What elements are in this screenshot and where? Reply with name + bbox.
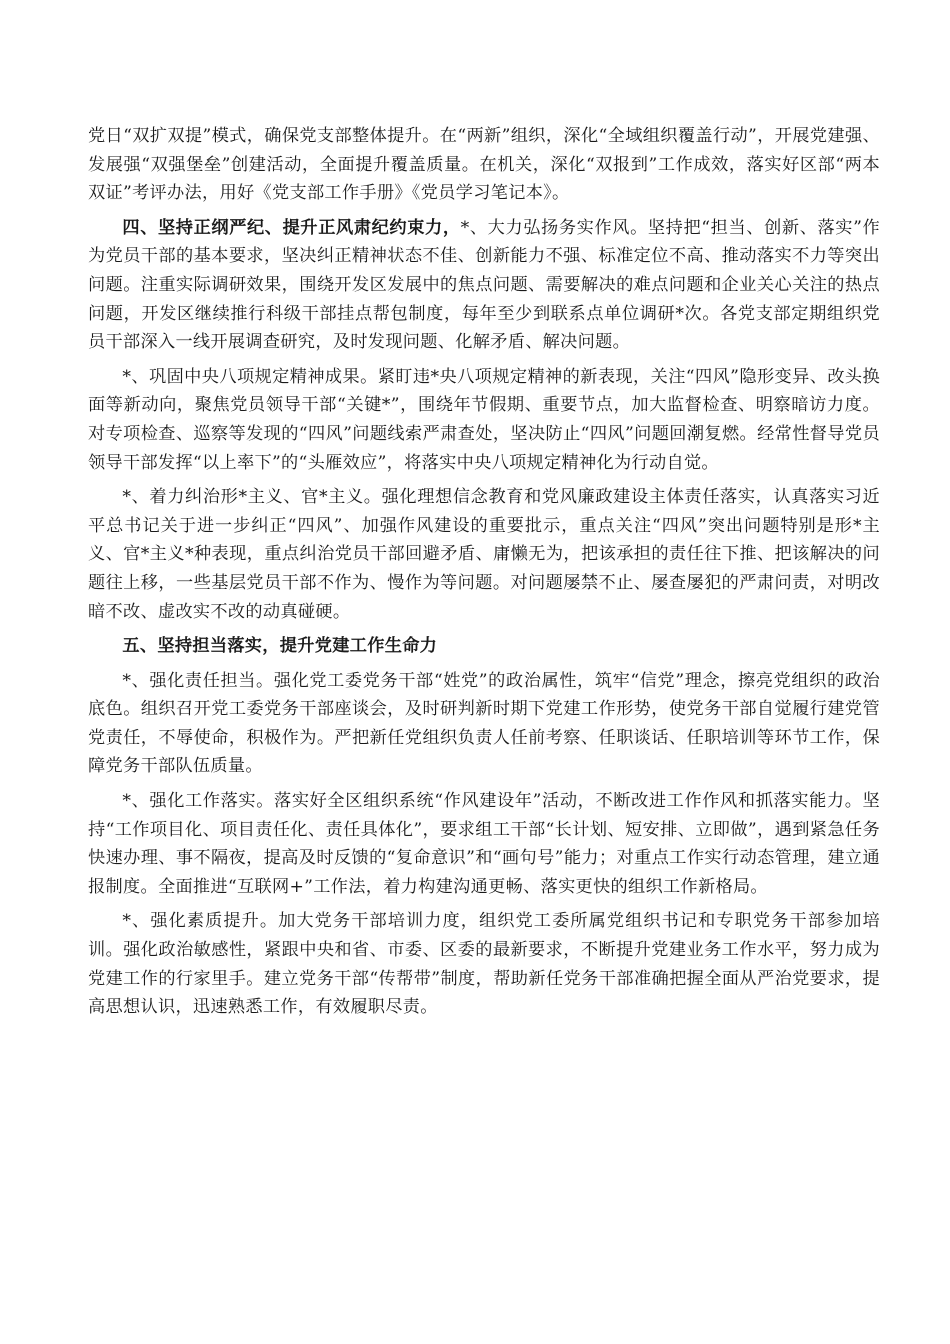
- paragraph-2-text: *、大力弘扬务实作风。坚持把“担当、创新、落实”作为党员干部的基本要求，坚决纠正精神状态不佳、创新能力不强、标准定位不高、推动落实不力等突出问题。注重实际调研效果，围绕开发区发展中的焦点问题、需要解决的难点问题和企业关心关注的热点问题，开发区继续推行科级干部挂点帮包制度，每年至少到联系点单位调研*次。各党支部定期组织党员干部深入一线开展调查研究，及时发现问题、化解矛盾、解决问题。: [88, 217, 880, 353]
- paragraph-3: *、巩固中央八项规定精神成果。紧盯违*央八项规定精神的新表现，关注“四风”隐形变异、改头换面等新动向，聚焦党员领导干部“关键*”，围绕年节假期、重要节点，加大监督检查、明察暗访力度。对专项检查、巡察等发现的“四风”问题线索严肃查处，坚决防止“四风”问题回潮复燃。经常性督导党员领导干部发挥“以上率下”的“头雁效应”，将落实中央八项规定精神化为行动自觉。: [88, 366, 880, 473]
- document-page: [88, 122, 880, 1028]
- paragraph-7: *、强化素质提升。加大党务干部培训力度，组织党工委所属党组织书记和专职党务干部参加培训。强化政治敏感性，紧跟中央和省、市委、区委的最新要求，不断提升党建业务工作水平，努力成为党建工作的行家里手。建立党务干部“传帮带”制度，帮助新任党务干部准确把握全面从严治党要求，提高思想认识，迅速熟悉工作，有效履职尽责。: [88, 911, 880, 1018]
- section-5-heading: 五、坚持担当落实，提升党建工作生命力: [122, 636, 438, 657]
- paragraph-5: *、强化责任担当。强化党工委党务干部“姓党”的政治属性，筑牢“信党”理念，擦亮党组织的政治底色。组织召开党工委党务干部座谈会，及时研判新时期下党建工作形势，使党务干部自觉履行建党管党责任，不辱使命，积极作为。严把新任党组织负责人任前考察、任职谈话、任职培训等环节工作，保障党务干部队伍质量。: [88, 670, 880, 777]
- section-4-heading: 四、坚持正纲严纪、提升正风肃纪约束力，: [122, 217, 461, 238]
- paragraph-1: 党日“双扩双提”模式，确保党支部整体提升。在“两新”组织，深化“全域组织覆盖行动”，开展党建强、发展强“双强堡垒”创建活动，全面提升覆盖质量。在机关，深化“双报到”工作成效，落实好区部“两本双证”考评办法，用好《党支部工作手册》《党员学习笔记本》。: [88, 126, 880, 204]
- paragraph-section-4: [88, 214, 880, 357]
- paragraph-4: *、着力纠治形*主义、官*主义。强化理想信念教育和党风廉政建设主体责任落实，认真落实习近平总书记关于进一步纠正“四风”、加强作风建设的重要批示，重点关注“四风”突出问题特别是形*主义、官*主义*种表现，重点纠治党员干部回避矛盾、庸懒无为，把该承担的责任往下推、把该解决的问题往上移，一些基层党员干部不作为、慢作为等问题。对问题屡禁不止、屡查屡犯的严肃问责，对明改暗不改、虚改实不改的动真碰硬。: [88, 487, 880, 622]
- paragraph-6: *、强化工作落实。落实好全区组织系统“作风建设年”活动，不断改进工作作风和抓落实能力。坚持“工作项目化、项目责任化、责任具体化”，要求组工干部“长计划、短安排、立即做”，遇到紧急任务快速办理、事不隔夜，提高及时反馈的“复命意识”和“画句号”能力；对重点工作实行动态管理，建立通报制度。全面推进“互联网+”工作法，着力构建沟通更畅、落实更快的组织工作新格局。: [88, 791, 880, 897]
